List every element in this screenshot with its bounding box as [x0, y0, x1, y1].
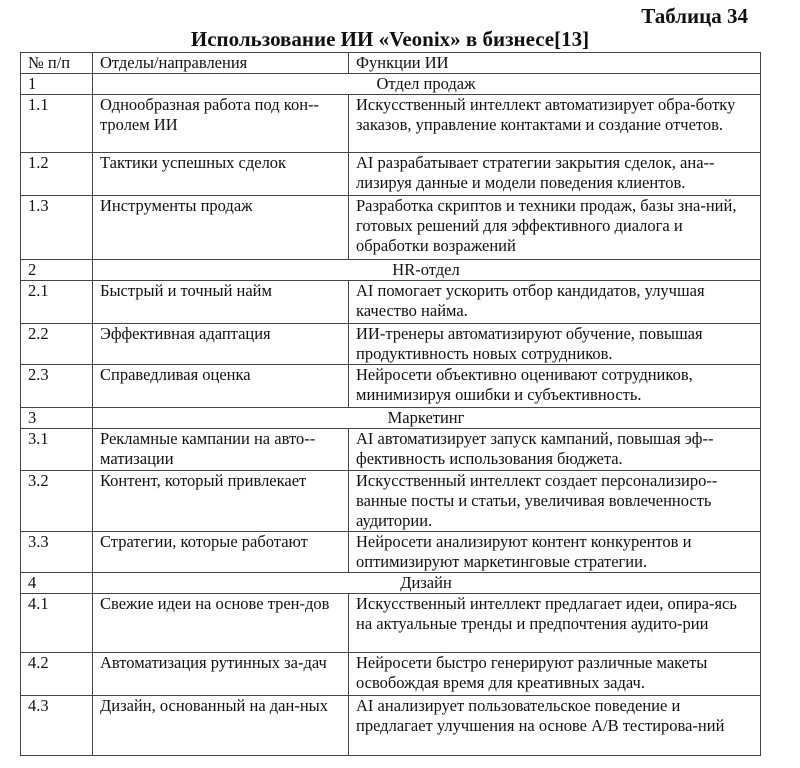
row-number: 4.3: [21, 696, 93, 756]
section-name: Маркетинг: [93, 408, 761, 429]
function-cell: AI разрабатывает стратегии закрытия сделок, ана-лизируя данные и модели поведения клиентов.: [349, 153, 761, 196]
function-cell: AI помогает ускорить отбор кандидатов, улучшая качество найма.: [349, 281, 761, 324]
section-name: Дизайн: [93, 573, 761, 594]
row-number: 3.3: [21, 532, 93, 573]
table-row: [21, 324, 761, 365]
department-cell: Контент, который привлекает: [93, 471, 349, 532]
row-number: 2.1: [21, 281, 93, 324]
header-row: [21, 53, 761, 74]
header-func: Функции ИИ: [349, 53, 761, 74]
row-number: 1.3: [21, 196, 93, 260]
row-number: 1.1: [21, 95, 93, 153]
section-number: 1: [21, 74, 93, 95]
department-cell: Стратегии, которые работают: [93, 532, 349, 573]
section-number: 2: [21, 260, 93, 281]
function-cell: AI анализирует пользовательское поведение и предлагает улучшения на основе A/B тестирова-ний: [349, 696, 761, 756]
header-dept: Отделы/направления: [93, 53, 349, 74]
function-cell: Искусственный интеллект создает персонализиро-ванные посты и статьи, увеличивая вовлеченность аудитории.: [349, 471, 761, 532]
department-cell: Инструменты продаж: [93, 196, 349, 260]
ai-usage-table: [20, 52, 761, 756]
department-cell: Тактики успешных сделок: [93, 153, 349, 196]
section-row: [21, 260, 761, 281]
table-row: [21, 471, 761, 532]
table-row: [21, 365, 761, 408]
row-number: 2.3: [21, 365, 93, 408]
row-number: 1.2: [21, 153, 93, 196]
department-cell: Однообразная работа под кон-тролем ИИ: [93, 95, 349, 153]
header-num: № п/п: [21, 53, 93, 74]
department-cell: Эффективная адаптация: [93, 324, 349, 365]
section-row: [21, 74, 761, 95]
table-row: [21, 153, 761, 196]
function-cell: Разработка скриптов и техники продаж, базы зна-ний, готовых решений для эффективного диалога и обработки возражений: [349, 196, 761, 260]
department-cell: Дизайн, основанный на дан-ных: [93, 696, 349, 756]
table-row: [21, 429, 761, 471]
table-number: Таблица 34: [641, 4, 748, 28]
function-cell: ИИ-тренеры автоматизируют обучение, повышая продуктивность новых сотрудников.: [349, 324, 761, 365]
department-cell: Справедливая оценка: [93, 365, 349, 408]
table-row: [21, 281, 761, 324]
table-row: [21, 653, 761, 696]
function-cell: Нейросети быстро генерируют различные макеты освобождая время для креативных задач.: [349, 653, 761, 696]
section-row: [21, 573, 761, 594]
row-number: 2.2: [21, 324, 93, 365]
section-number: 4: [21, 573, 93, 594]
function-cell: AI автоматизирует запуск кампаний, повышая эф-фективность использования бюджета.: [349, 429, 761, 471]
section-name: Отдел продаж: [93, 74, 761, 95]
table-row: [21, 696, 761, 756]
row-number: 4.1: [21, 594, 93, 653]
section-name: HR-отдел: [93, 260, 761, 281]
function-cell: Искусственный интеллект автоматизирует обра-ботку заказов, управление контактами и создание отчетов.: [349, 95, 761, 153]
department-cell: Свежие идеи на основе трен-дов: [93, 594, 349, 653]
row-number: 3.2: [21, 471, 93, 532]
department-cell: Автоматизация рутинных за-дач: [93, 653, 349, 696]
section-row: [21, 408, 761, 429]
department-cell: Быстрый и точный найм: [93, 281, 349, 324]
section-number: 3: [21, 408, 93, 429]
row-number: 4.2: [21, 653, 93, 696]
table-row: [21, 95, 761, 153]
table-row: [21, 196, 761, 260]
table-title: Использование ИИ «Veonix» в бизнесе[13]: [190, 27, 590, 51]
department-cell: Рекламные кампании на авто-матизации: [93, 429, 349, 471]
table-row: [21, 532, 761, 573]
table-row: [21, 594, 761, 653]
function-cell: Искусственный интеллект предлагает идеи, опира-ясь на актуальные тренды и предпочтения аудито-рии: [349, 594, 761, 653]
function-cell: Нейросети анализируют контент конкурентов и оптимизируют маркетинговые стратегии.: [349, 532, 761, 573]
row-number: 3.1: [21, 429, 93, 471]
function-cell: Нейросети объективно оценивают сотрудников, минимизируя ошибки и субъективность.: [349, 365, 761, 408]
